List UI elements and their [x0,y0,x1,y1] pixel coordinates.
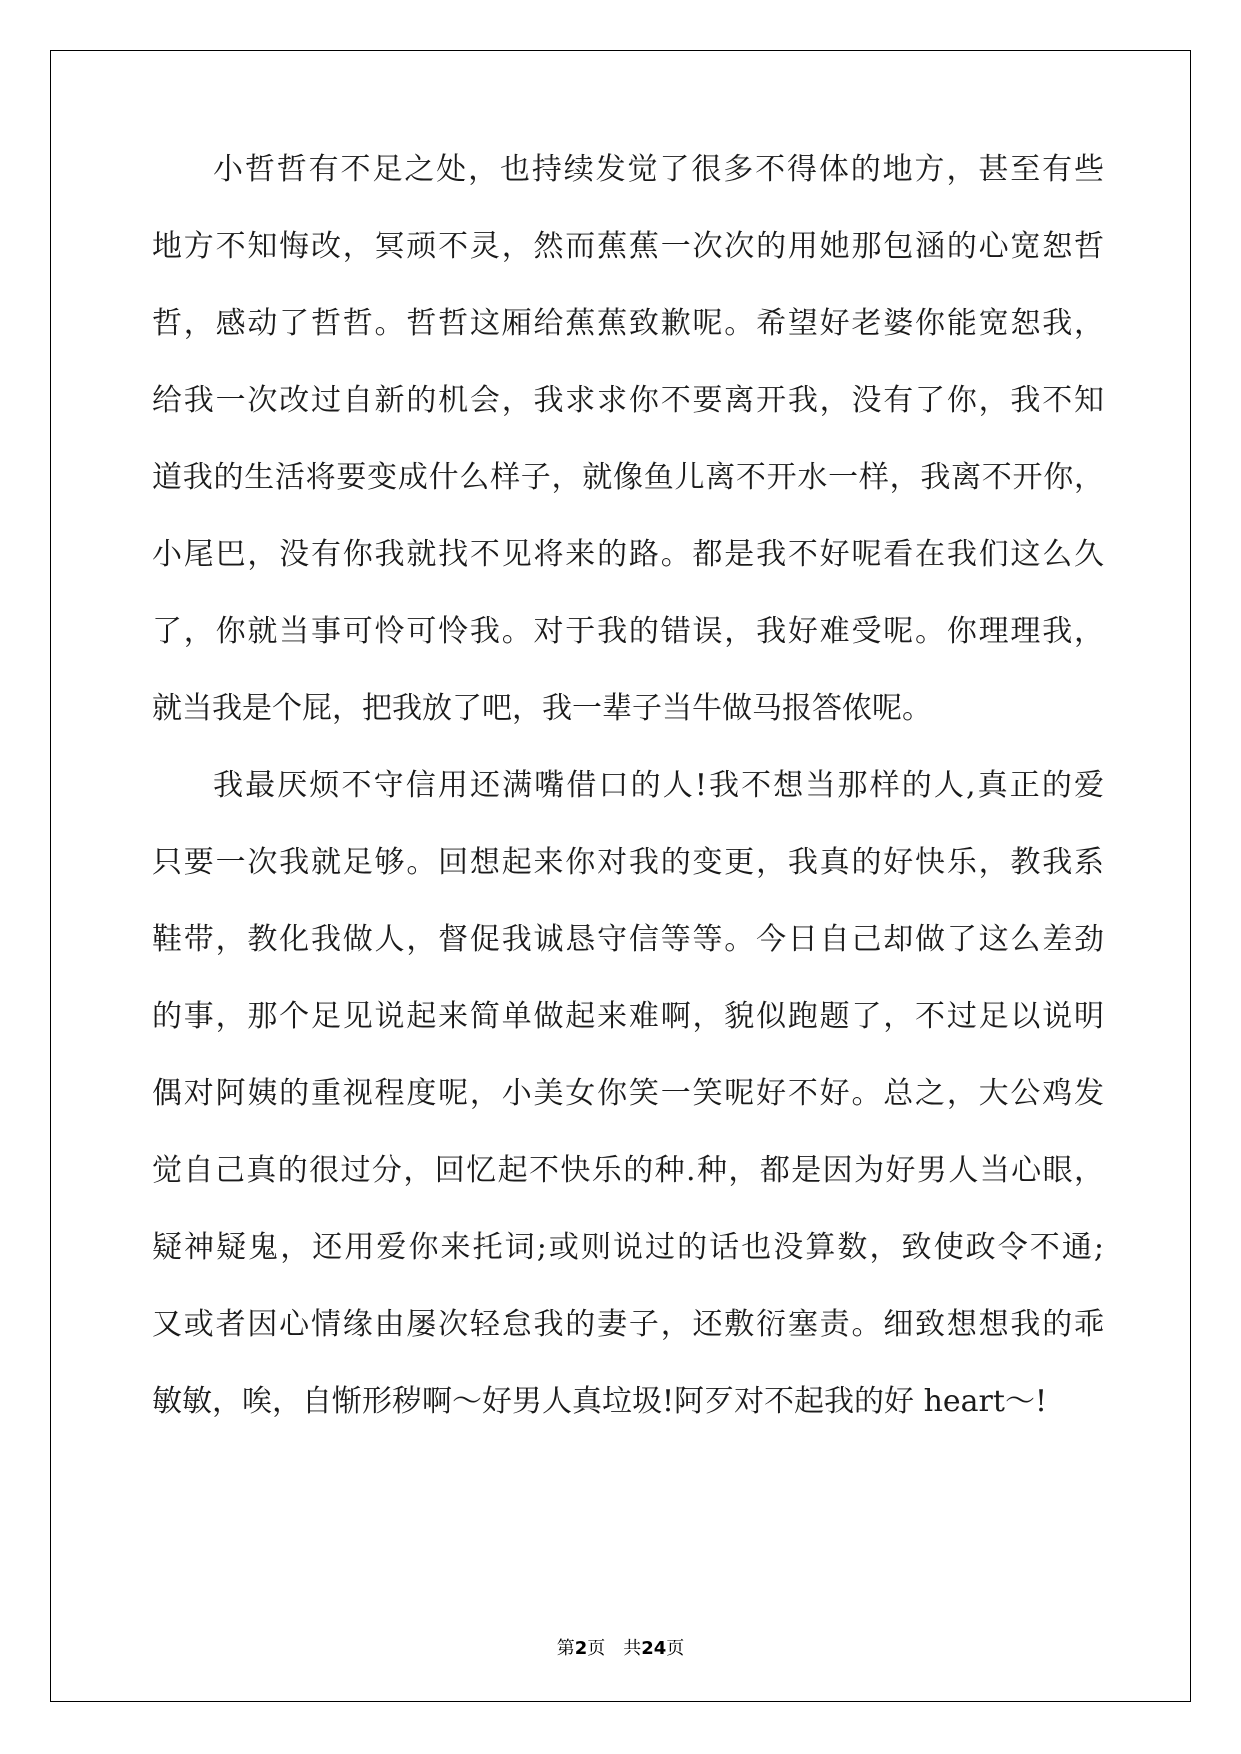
text-line: 只要一次我就足够。回想起来你对我的变更，我真的好快乐，教我系 [152,845,1104,880]
text-line: 的事，那个足见说起来简单做起来难啊，貌似跑题了，不过足以说明 [152,999,1104,1034]
footer-page-number: 2 [574,1638,588,1659]
text-line: 就当我是个屁，把我放了吧，我一辈子当牛做马报答侬呢。 [152,691,932,726]
text-line: 给我一次改过自新的机会，我求求你不要离开我，没有了你，我不知 [152,383,1104,418]
text-line: 敏敏，唉，自惭形秽啊～好男人真垃圾!阿歹对不起我的好 heart～! [152,1384,1048,1419]
text-line: 了，你就当事可怜可怜我。对于我的错误，我好难受呢。你理理我， [152,614,1104,649]
footer-prefix: 第 [556,1638,575,1659]
text-line: 小尾巴，没有你我就找不见将来的路。都是我不好呢看在我们这么久 [152,537,1104,572]
text-line: 偶对阿姨的重视程度呢，小美女你笑一笑呢好不好。总之，大公鸡发 [152,1076,1104,1111]
page-footer [0,1634,1241,1660]
footer-total-pages: 24 [641,1638,667,1659]
text-line: 疑神疑鬼，还用爱你来托词;或则说过的话也没算数，致使政令不通; [152,1230,1104,1265]
footer-total-prefix: 共 [623,1638,642,1659]
text-line: 道我的生活将要变成什么样子，就像鱼儿离不开水一样，我离不开你， [152,460,1104,495]
text-line: 小哲哲有不足之处，也持续发觉了很多不得体的地方，甚至有些 [213,152,1104,187]
footer-page-unit: 页 [587,1638,606,1659]
text-line: 哲，感动了哲哲。哲哲这厢给蕉蕉致歉呢。希望好老婆你能宽恕我， [152,306,1104,341]
text-line: 又或者因心情缘由屡次轻怠我的妻子，还敷衍塞责。细致想想我的乖 [152,1307,1104,1342]
text-line: 觉自己真的很过分，回忆起不快乐的种.种，都是因为好男人当心眼， [152,1153,1104,1188]
text-line: 我最厌烦不守信用还满嘴借口的人!我不想当那样的人,真正的爱 [213,768,1104,803]
text-line: 鞋带，教化我做人，督促我诚恳守信等等。今日自己却做了这么差劲 [152,922,1104,957]
footer-total-unit: 页 [666,1638,685,1659]
text-line: 地方不知悔改，冥顽不灵，然而蕉蕉一次次的用她那包涵的心宽恕哲 [152,229,1104,264]
